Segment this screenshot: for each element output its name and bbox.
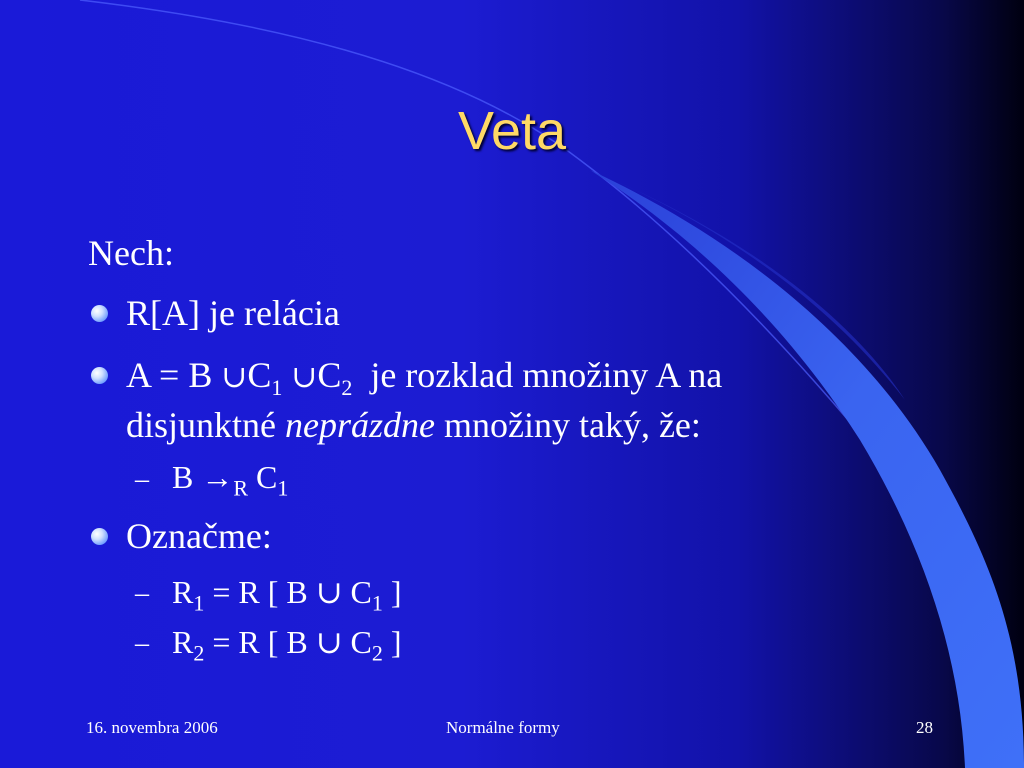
subscript-r: R	[233, 475, 249, 501]
c-symbol: C	[256, 459, 278, 495]
subscript-2: 2	[193, 640, 205, 666]
footer-page-number: 28	[916, 718, 933, 737]
eq-rest: = R [ B	[212, 574, 308, 610]
eq-a-b: A = B	[126, 355, 213, 395]
dash-marker: –	[135, 464, 149, 495]
intro-text: Nech:	[88, 233, 174, 273]
subscript-1: 1	[271, 375, 283, 401]
bullet-icon	[91, 528, 108, 545]
union-symbol: ∪	[315, 624, 343, 660]
eq-rest: = R [ B	[212, 624, 308, 660]
slide-title: Veta	[457, 101, 567, 161]
r-symbol: R	[172, 624, 194, 660]
bullet-icon	[91, 367, 108, 384]
bullet-relation: R[A] je relácia	[126, 293, 340, 333]
union-symbol: ∪	[291, 359, 318, 394]
bullet-denote: Označme:	[126, 516, 272, 556]
bullet-icon	[91, 305, 108, 322]
decomposition-text: je rozklad množiny A na	[370, 355, 723, 395]
union-symbol: ∪	[315, 574, 343, 610]
close-bracket: ]	[390, 574, 402, 610]
subscript-1: 1	[371, 590, 383, 616]
disjoint-text: disjunktné	[126, 405, 285, 445]
b-arrow: B →	[172, 459, 234, 495]
r-symbol: R	[172, 574, 194, 610]
c-symbol: C	[350, 624, 372, 660]
nonempty-text: neprázdne	[285, 405, 435, 445]
footer-topic: Normálne formy	[446, 718, 560, 737]
c-symbol: C	[317, 355, 342, 395]
subscript-2: 2	[341, 375, 353, 401]
c-symbol: C	[350, 574, 372, 610]
dash-marker: –	[135, 578, 149, 609]
footer-date: 16. novembra 2006	[86, 718, 218, 737]
bullet-decomposition-line2	[126, 404, 701, 446]
bullet-decomposition	[126, 354, 722, 401]
dash-marker: –	[135, 628, 149, 659]
close-bracket: ]	[390, 624, 402, 660]
sets-text: množiny taký, že:	[434, 405, 701, 445]
subscript-1: 1	[277, 475, 289, 501]
subscript-2: 2	[371, 640, 383, 666]
subscript-1: 1	[193, 590, 205, 616]
c-symbol: C	[247, 355, 272, 395]
r2-definition	[172, 623, 402, 666]
union-symbol: ∪	[221, 359, 248, 394]
dependency-line	[172, 459, 288, 501]
r1-definition	[172, 573, 402, 616]
